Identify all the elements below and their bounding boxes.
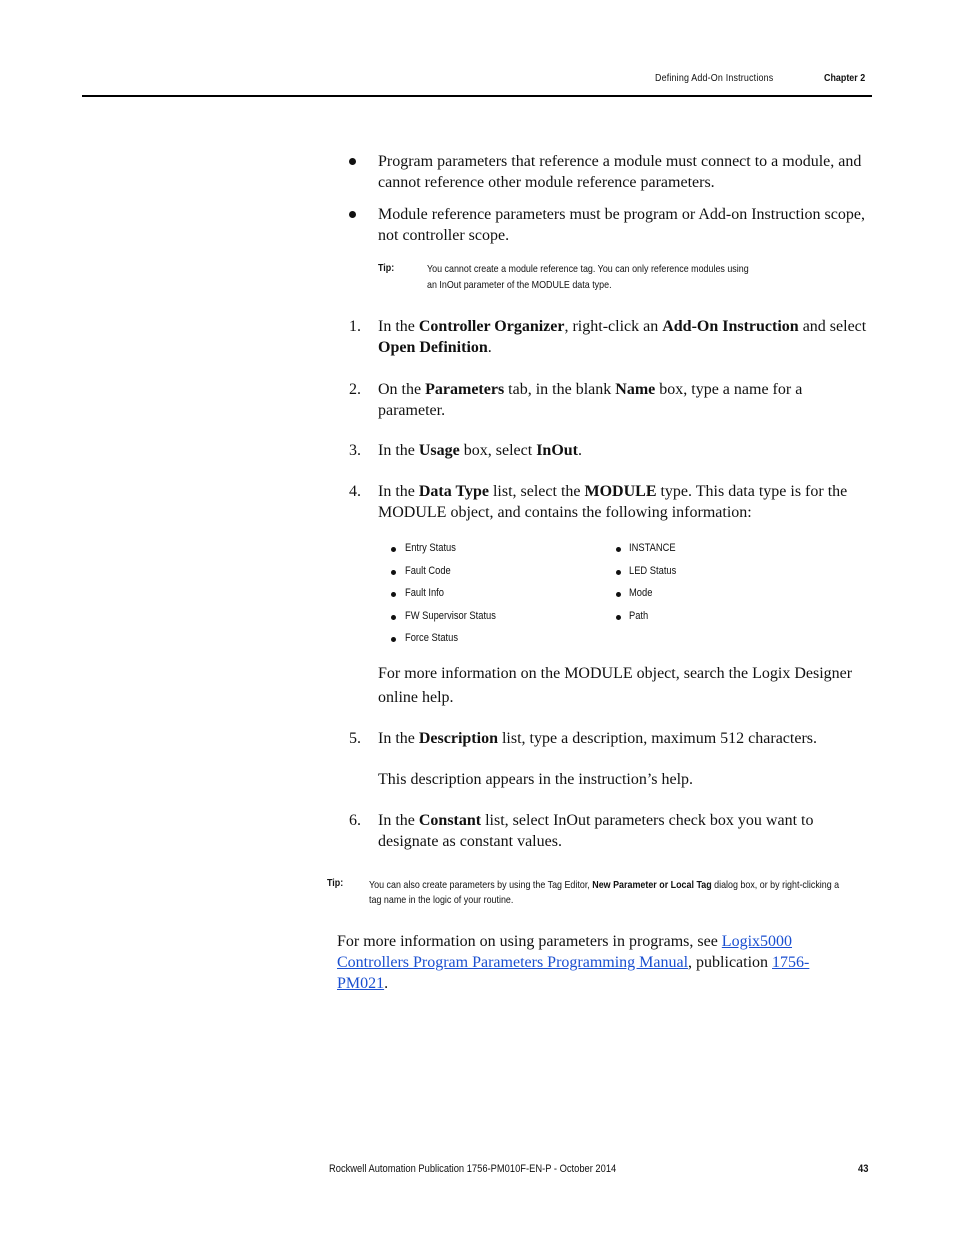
header-rule (82, 95, 872, 97)
bullet-icon (616, 615, 621, 620)
step-6-text (378, 810, 873, 852)
ui-term: InOut (536, 442, 578, 459)
bullet-icon (391, 592, 396, 597)
further-reading (337, 931, 817, 994)
ui-term: MODULE (584, 483, 657, 500)
text: box, select (459, 442, 537, 459)
bullet-icon (616, 592, 621, 597)
module-member: Path (629, 610, 649, 622)
step-1-text (378, 316, 873, 358)
text: In the (378, 483, 419, 500)
ui-term: Data Type (418, 483, 489, 500)
tip-text-line: tag name in the logic of your routine. (369, 894, 514, 906)
text: In the (378, 812, 419, 829)
bullet-icon (349, 158, 356, 165)
ui-term: Constant (418, 812, 482, 829)
text: list, select the (488, 483, 585, 500)
bullet-icon (391, 615, 396, 620)
ui-term: Usage (418, 442, 460, 459)
ui-term: Parameters (425, 381, 505, 398)
text: On the (378, 381, 426, 398)
module-member: Entry Status (405, 542, 456, 554)
step-number: 1. (349, 318, 361, 335)
text: list, type a description, maximum 512 characters. (497, 730, 818, 747)
text: and select (798, 318, 867, 335)
step-3-text (378, 440, 873, 461)
step-5-text (378, 728, 873, 749)
description-note: This description appears in the instruction’s help. (378, 771, 694, 788)
module-member: Fault Info (405, 587, 444, 599)
bullet-item: Program parameters that reference a module must connect to a module, and cannot reference other module reference parameters. (378, 153, 862, 191)
page-number: 43 (858, 1163, 869, 1175)
text: box, type a name for a parameter. (378, 381, 803, 419)
text: . (384, 975, 389, 992)
step-number: 4. (349, 483, 361, 500)
step-number: 3. (349, 442, 361, 459)
module-member: Fault Code (405, 565, 451, 577)
bullet-icon (616, 570, 621, 575)
text: dialog box, or by right-clicking a (711, 879, 840, 891)
bullet-item: Module reference parameters must be program or Add-on Instruction scope, not controller scope. (378, 206, 865, 244)
publication-link[interactable]: 1756-PM021 (337, 954, 810, 992)
text: list, select InOut parameters check box you want to designate as constant values. (378, 812, 814, 850)
tip-label: Tip: (378, 262, 395, 274)
running-header-chapter: Chapter 2 (824, 72, 866, 84)
ui-term: Open Definition (378, 339, 488, 356)
step-number: 6. (349, 812, 361, 829)
tip-label: Tip: (327, 877, 344, 889)
text: In the (378, 318, 419, 335)
ui-term: Description (418, 730, 498, 747)
ui-term: New Parameter or Local Tag (592, 879, 712, 891)
bullet-icon (616, 547, 621, 552)
tip-text-line (369, 877, 839, 893)
step-2-text (378, 379, 873, 421)
bullet-icon (349, 211, 356, 218)
module-member: Mode (629, 587, 653, 599)
text: In the (378, 442, 419, 459)
text: , right-click an (564, 318, 663, 335)
bullet-icon (391, 570, 396, 575)
module-help-note: For more information on the MODULE object, search the Logix Designer online help. (378, 665, 853, 706)
footer-publication: Rockwell Automation Publication 1756-PM010F-EN-P - October 2014 (329, 1163, 617, 1175)
step-number: 2. (349, 381, 361, 398)
step-number: 5. (349, 730, 361, 747)
module-member: FW Supervisor Status (405, 610, 496, 622)
program-parameters-manual-link[interactable]: Logix5000 Controllers Program Parameters Programming Manual (337, 933, 793, 971)
text: You can also create parameters by using the Tag Editor, (369, 879, 593, 891)
text: In the (378, 730, 419, 747)
step-4-text (378, 481, 873, 523)
bullet-icon (391, 637, 396, 642)
tip-text-line: an InOut parameter of the MODULE data type. (427, 279, 612, 291)
bullet-icon (391, 547, 396, 552)
module-member: Force Status (405, 632, 459, 644)
tip-text-line: You cannot create a module reference tag. You can only reference modules using (427, 263, 749, 275)
text: . (487, 339, 492, 356)
module-member: INSTANCE (629, 542, 676, 554)
text: type. This data type is for the MODULE object, and contains the following information: (378, 483, 848, 521)
text: tab, in the blank (504, 381, 616, 398)
module-member: LED Status (629, 565, 677, 577)
ui-term: Controller Organizer (418, 318, 565, 335)
text: , publication (688, 954, 773, 971)
ui-term: Name (615, 381, 656, 398)
text: For more information on using parameters in programs, see (337, 933, 722, 950)
running-header-section: Defining Add-On Instructions (655, 72, 774, 84)
text: . (577, 442, 582, 459)
ui-term: Add-On Instruction (662, 318, 799, 335)
